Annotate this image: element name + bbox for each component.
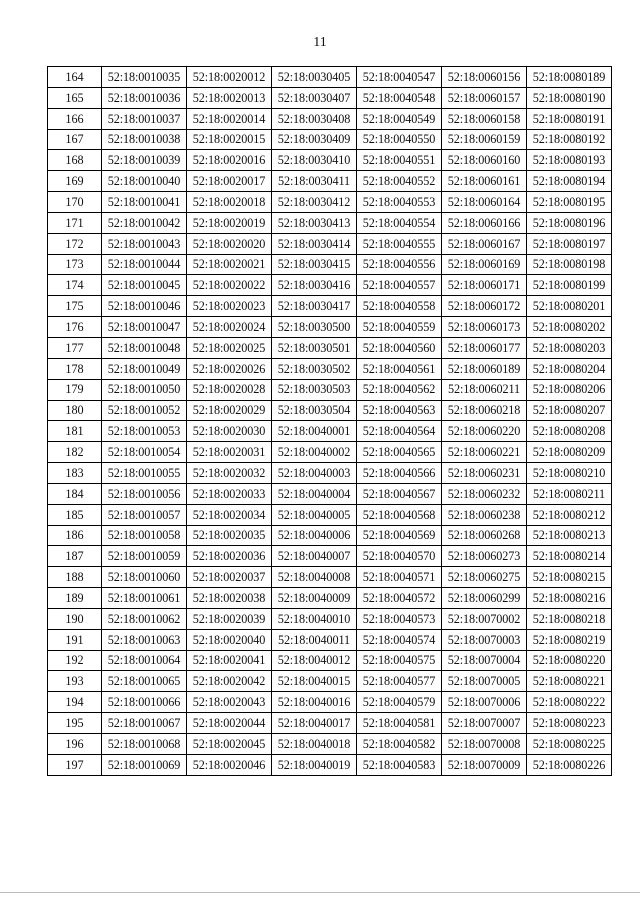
cadastral-number-cell: 52:18:0040565 bbox=[357, 442, 442, 463]
cadastral-number-cell: 52:18:0060299 bbox=[442, 588, 527, 609]
cadastral-number-cell: 52:18:0040555 bbox=[357, 233, 442, 254]
cadastral-number-cell: 52:18:0010056 bbox=[102, 483, 187, 504]
cadastral-number-cell: 52:18:0030411 bbox=[272, 171, 357, 192]
cadastral-number-cell: 52:18:0080216 bbox=[527, 588, 612, 609]
cadastral-number-cell: 52:18:0080202 bbox=[527, 317, 612, 338]
cadastral-number-cell: 52:18:0020016 bbox=[187, 150, 272, 171]
cadastral-number-cell: 52:18:0080219 bbox=[527, 629, 612, 650]
cadastral-number-cell: 52:18:0070002 bbox=[442, 608, 527, 629]
cadastral-number-cell: 52:18:0040001 bbox=[272, 421, 357, 442]
cadastral-number-cell: 52:18:0020037 bbox=[187, 567, 272, 588]
cadastral-number-cell: 52:18:0040569 bbox=[357, 525, 442, 546]
cadastral-number-cell: 52:18:0070007 bbox=[442, 713, 527, 734]
cadastral-number-cell: 52:18:0080206 bbox=[527, 379, 612, 400]
cadastral-number-cell: 52:18:0060211 bbox=[442, 379, 527, 400]
row-number-cell: 174 bbox=[48, 275, 102, 296]
table-row bbox=[48, 296, 612, 317]
cadastral-number-cell: 52:18:0030405 bbox=[272, 67, 357, 88]
row-number-cell: 184 bbox=[48, 483, 102, 504]
cadastral-number-cell: 52:18:0040563 bbox=[357, 400, 442, 421]
cadastral-number-cell: 52:18:0010044 bbox=[102, 254, 187, 275]
cadastral-number-cell: 52:18:0030504 bbox=[272, 400, 357, 421]
cadastral-number-cell: 52:18:0010055 bbox=[102, 463, 187, 484]
row-number-cell: 166 bbox=[48, 108, 102, 129]
cadastral-number-cell: 52:18:0040007 bbox=[272, 546, 357, 567]
cadastral-number-cell: 52:18:0060156 bbox=[442, 67, 527, 88]
cadastral-number-cell: 52:18:0080212 bbox=[527, 504, 612, 525]
cadastral-number-cell: 52:18:0040009 bbox=[272, 588, 357, 609]
cadastral-number-cell: 52:18:0020023 bbox=[187, 296, 272, 317]
cadastral-table-container bbox=[47, 66, 605, 776]
cadastral-number-cell: 52:18:0020033 bbox=[187, 483, 272, 504]
table-row bbox=[48, 525, 612, 546]
cadastral-number-cell: 52:18:0080190 bbox=[527, 87, 612, 108]
cadastral-number-cell: 52:18:0040559 bbox=[357, 317, 442, 338]
cadastral-number-cell: 52:18:0040567 bbox=[357, 483, 442, 504]
cadastral-number-cell: 52:18:0080198 bbox=[527, 254, 612, 275]
table-row bbox=[48, 212, 612, 233]
cadastral-number-cell: 52:18:0080199 bbox=[527, 275, 612, 296]
cadastral-number-cell: 52:18:0040005 bbox=[272, 504, 357, 525]
table-row bbox=[48, 192, 612, 213]
cadastral-number-cell: 52:18:0040017 bbox=[272, 713, 357, 734]
cadastral-number-cell: 52:18:0080221 bbox=[527, 671, 612, 692]
cadastral-number-cell: 52:18:0040554 bbox=[357, 212, 442, 233]
cadastral-number-cell: 52:18:0040003 bbox=[272, 463, 357, 484]
cadastral-number-cell: 52:18:0080189 bbox=[527, 67, 612, 88]
cadastral-number-cell: 52:18:0060169 bbox=[442, 254, 527, 275]
cadastral-number-cell: 52:18:0080211 bbox=[527, 483, 612, 504]
cadastral-number-cell: 52:18:0060238 bbox=[442, 504, 527, 525]
table-row bbox=[48, 358, 612, 379]
cadastral-number-cell: 52:18:0080213 bbox=[527, 525, 612, 546]
table-row bbox=[48, 650, 612, 671]
row-number-cell: 187 bbox=[48, 546, 102, 567]
cadastral-number-cell: 52:18:0040572 bbox=[357, 588, 442, 609]
cadastral-number-cell: 52:18:0040571 bbox=[357, 567, 442, 588]
table-row bbox=[48, 400, 612, 421]
cadastral-number-cell: 52:18:0040582 bbox=[357, 734, 442, 755]
cadastral-number-cell: 52:18:0020044 bbox=[187, 713, 272, 734]
cadastral-number-cell: 52:18:0010059 bbox=[102, 546, 187, 567]
table-row bbox=[48, 608, 612, 629]
table-row bbox=[48, 588, 612, 609]
cadastral-number-cell: 52:18:0040564 bbox=[357, 421, 442, 442]
cadastral-number-cell: 52:18:0060232 bbox=[442, 483, 527, 504]
cadastral-number-cell: 52:18:0030413 bbox=[272, 212, 357, 233]
table-row bbox=[48, 734, 612, 755]
cadastral-number-cell: 52:18:0020046 bbox=[187, 754, 272, 775]
cadastral-number-cell: 52:18:0010064 bbox=[102, 650, 187, 671]
cadastral-number-cell: 52:18:0020018 bbox=[187, 192, 272, 213]
row-number-cell: 185 bbox=[48, 504, 102, 525]
cadastral-number-cell: 52:18:0040015 bbox=[272, 671, 357, 692]
cadastral-number-cell: 52:18:0060160 bbox=[442, 150, 527, 171]
cadastral-number-cell: 52:18:0040008 bbox=[272, 567, 357, 588]
cadastral-number-cell: 52:18:0080191 bbox=[527, 108, 612, 129]
cadastral-number-cell: 52:18:0070005 bbox=[442, 671, 527, 692]
table-row bbox=[48, 317, 612, 338]
cadastral-number-cell: 52:18:0070004 bbox=[442, 650, 527, 671]
row-number-cell: 170 bbox=[48, 192, 102, 213]
cadastral-number-cell: 52:18:0060164 bbox=[442, 192, 527, 213]
row-number-cell: 194 bbox=[48, 692, 102, 713]
cadastral-number-cell: 52:18:0060268 bbox=[442, 525, 527, 546]
cadastral-number-cell: 52:18:0030410 bbox=[272, 150, 357, 171]
cadastral-number-cell: 52:18:0080208 bbox=[527, 421, 612, 442]
row-number-cell: 192 bbox=[48, 650, 102, 671]
cadastral-number-cell: 52:18:0080220 bbox=[527, 650, 612, 671]
cadastral-number-cell: 52:18:0080226 bbox=[527, 754, 612, 775]
cadastral-number-cell: 52:18:0020030 bbox=[187, 421, 272, 442]
cadastral-number-cell: 52:18:0030500 bbox=[272, 317, 357, 338]
cadastral-number-cell: 52:18:0040016 bbox=[272, 692, 357, 713]
cadastral-number-cell: 52:18:0030501 bbox=[272, 337, 357, 358]
cadastral-number-cell: 52:18:0060171 bbox=[442, 275, 527, 296]
cadastral-number-cell: 52:18:0010066 bbox=[102, 692, 187, 713]
cadastral-number-cell: 52:18:0080197 bbox=[527, 233, 612, 254]
row-number-cell: 167 bbox=[48, 129, 102, 150]
table-row bbox=[48, 150, 612, 171]
cadastral-number-cell: 52:18:0030414 bbox=[272, 233, 357, 254]
page-bottom-divider bbox=[0, 892, 640, 893]
row-number-cell: 190 bbox=[48, 608, 102, 629]
table-row bbox=[48, 67, 612, 88]
table-row bbox=[48, 754, 612, 775]
cadastral-number-cell: 52:18:0020041 bbox=[187, 650, 272, 671]
row-number-cell: 175 bbox=[48, 296, 102, 317]
cadastral-number-cell: 52:18:0070006 bbox=[442, 692, 527, 713]
cadastral-number-cell: 52:18:0040579 bbox=[357, 692, 442, 713]
cadastral-number-cell: 52:18:0040553 bbox=[357, 192, 442, 213]
cadastral-number-cell: 52:18:0020022 bbox=[187, 275, 272, 296]
cadastral-number-cell: 52:18:0060161 bbox=[442, 171, 527, 192]
cadastral-number-cell: 52:18:0020035 bbox=[187, 525, 272, 546]
cadastral-number-cell: 52:18:0040575 bbox=[357, 650, 442, 671]
row-number-cell: 191 bbox=[48, 629, 102, 650]
cadastral-number-cell: 52:18:0010063 bbox=[102, 629, 187, 650]
row-number-cell: 172 bbox=[48, 233, 102, 254]
table-row bbox=[48, 692, 612, 713]
cadastral-number-cell: 52:18:0040577 bbox=[357, 671, 442, 692]
table-row bbox=[48, 233, 612, 254]
cadastral-number-cell: 52:18:0010060 bbox=[102, 567, 187, 588]
cadastral-number-cell: 52:18:0010054 bbox=[102, 442, 187, 463]
cadastral-number-cell: 52:18:0010052 bbox=[102, 400, 187, 421]
cadastral-number-cell: 52:18:0010057 bbox=[102, 504, 187, 525]
cadastral-number-cell: 52:18:0080225 bbox=[527, 734, 612, 755]
cadastral-number-cell: 52:18:0060221 bbox=[442, 442, 527, 463]
row-number-cell: 165 bbox=[48, 87, 102, 108]
table-row bbox=[48, 129, 612, 150]
row-number-cell: 169 bbox=[48, 171, 102, 192]
cadastral-number-cell: 52:18:0030412 bbox=[272, 192, 357, 213]
row-number-cell: 186 bbox=[48, 525, 102, 546]
cadastral-number-cell: 52:18:0040556 bbox=[357, 254, 442, 275]
cadastral-number-cell: 52:18:0080194 bbox=[527, 171, 612, 192]
cadastral-number-cell: 52:18:0010069 bbox=[102, 754, 187, 775]
cadastral-number-cell: 52:18:0040557 bbox=[357, 275, 442, 296]
row-number-cell: 183 bbox=[48, 463, 102, 484]
cadastral-number-cell: 52:18:0080193 bbox=[527, 150, 612, 171]
cadastral-number-cell: 52:18:0020036 bbox=[187, 546, 272, 567]
cadastral-number-cell: 52:18:0040581 bbox=[357, 713, 442, 734]
cadastral-number-cell: 52:18:0020024 bbox=[187, 317, 272, 338]
cadastral-number-cell: 52:18:0020034 bbox=[187, 504, 272, 525]
table-row bbox=[48, 171, 612, 192]
cadastral-number-cell: 52:18:0080209 bbox=[527, 442, 612, 463]
cadastral-number-cell: 52:18:0040574 bbox=[357, 629, 442, 650]
cadastral-number-cell: 52:18:0040552 bbox=[357, 171, 442, 192]
table-row bbox=[48, 671, 612, 692]
cadastral-number-cell: 52:18:0020043 bbox=[187, 692, 272, 713]
cadastral-number-cell: 52:18:0010046 bbox=[102, 296, 187, 317]
cadastral-number-cell: 52:18:0010036 bbox=[102, 87, 187, 108]
cadastral-number-cell: 52:18:0010045 bbox=[102, 275, 187, 296]
page-number: 11 bbox=[313, 35, 327, 50]
cadastral-number-cell: 52:18:0080207 bbox=[527, 400, 612, 421]
cadastral-number-cell: 52:18:0020020 bbox=[187, 233, 272, 254]
cadastral-number-cell: 52:18:0040012 bbox=[272, 650, 357, 671]
cadastral-number-cell: 52:18:0040547 bbox=[357, 67, 442, 88]
table-row bbox=[48, 254, 612, 275]
cadastral-number-cell: 52:18:0010047 bbox=[102, 317, 187, 338]
row-number-cell: 193 bbox=[48, 671, 102, 692]
cadastral-number-cell: 52:18:0080214 bbox=[527, 546, 612, 567]
cadastral-number-cell: 52:18:0010067 bbox=[102, 713, 187, 734]
cadastral-number-cell: 52:18:0020017 bbox=[187, 171, 272, 192]
cadastral-number-cell: 52:18:0040551 bbox=[357, 150, 442, 171]
cadastral-number-cell: 52:18:0060157 bbox=[442, 87, 527, 108]
table-row bbox=[48, 713, 612, 734]
row-number-cell: 196 bbox=[48, 734, 102, 755]
row-number-cell: 189 bbox=[48, 588, 102, 609]
table-row bbox=[48, 463, 612, 484]
cadastral-number-cell: 52:18:0010058 bbox=[102, 525, 187, 546]
cadastral-number-cell: 52:18:0010053 bbox=[102, 421, 187, 442]
cadastral-number-cell: 52:18:0060166 bbox=[442, 212, 527, 233]
row-number-cell: 182 bbox=[48, 442, 102, 463]
row-number-cell: 164 bbox=[48, 67, 102, 88]
cadastral-number-cell: 52:18:0020026 bbox=[187, 358, 272, 379]
row-number-cell: 188 bbox=[48, 567, 102, 588]
cadastral-number-cell: 52:18:0020042 bbox=[187, 671, 272, 692]
cadastral-number-cell: 52:18:0040561 bbox=[357, 358, 442, 379]
cadastral-number-cell: 52:18:0060273 bbox=[442, 546, 527, 567]
cadastral-number-cell: 52:18:0080210 bbox=[527, 463, 612, 484]
table-row bbox=[48, 108, 612, 129]
cadastral-number-cell: 52:18:0080218 bbox=[527, 608, 612, 629]
row-number-cell: 180 bbox=[48, 400, 102, 421]
cadastral-number-cell: 52:18:0020029 bbox=[187, 400, 272, 421]
cadastral-number-cell: 52:18:0020019 bbox=[187, 212, 272, 233]
table-row bbox=[48, 87, 612, 108]
cadastral-number-cell: 52:18:0040583 bbox=[357, 754, 442, 775]
cadastral-number-cell: 52:18:0010062 bbox=[102, 608, 187, 629]
cadastral-number-cell: 52:18:0080215 bbox=[527, 567, 612, 588]
cadastral-number-cell: 52:18:0010040 bbox=[102, 171, 187, 192]
cadastral-number-cell: 52:18:0060167 bbox=[442, 233, 527, 254]
cadastral-number-cell: 52:18:0020028 bbox=[187, 379, 272, 400]
cadastral-number-cell: 52:18:0040566 bbox=[357, 463, 442, 484]
row-number-cell: 177 bbox=[48, 337, 102, 358]
table-row bbox=[48, 442, 612, 463]
cadastral-number-cell: 52:18:0010037 bbox=[102, 108, 187, 129]
cadastral-number-cell: 52:18:0040548 bbox=[357, 87, 442, 108]
cadastral-number-cell: 52:18:0070008 bbox=[442, 734, 527, 755]
cadastral-number-cell: 52:18:0010048 bbox=[102, 337, 187, 358]
cadastral-number-cell: 52:18:0030502 bbox=[272, 358, 357, 379]
cadastral-number-cell: 52:18:0020045 bbox=[187, 734, 272, 755]
cadastral-number-cell: 52:18:0060173 bbox=[442, 317, 527, 338]
cadastral-number-cell: 52:18:0040562 bbox=[357, 379, 442, 400]
cadastral-number-cell: 52:18:0060177 bbox=[442, 337, 527, 358]
cadastral-number-cell: 52:18:0020038 bbox=[187, 588, 272, 609]
cadastral-number-cell: 52:18:0060231 bbox=[442, 463, 527, 484]
cadastral-number-cell: 52:18:0020039 bbox=[187, 608, 272, 629]
cadastral-number-cell: 52:18:0020025 bbox=[187, 337, 272, 358]
cadastral-number-cell: 52:18:0080204 bbox=[527, 358, 612, 379]
cadastral-number-cell: 52:18:0080195 bbox=[527, 192, 612, 213]
row-number-cell: 173 bbox=[48, 254, 102, 275]
cadastral-number-cell: 52:18:0010041 bbox=[102, 192, 187, 213]
cadastral-number-cell: 52:18:0020032 bbox=[187, 463, 272, 484]
row-number-cell: 197 bbox=[48, 754, 102, 775]
cadastral-number-cell: 52:18:0020012 bbox=[187, 67, 272, 88]
table-row bbox=[48, 629, 612, 650]
cadastral-number-cell: 52:18:0020013 bbox=[187, 87, 272, 108]
cadastral-number-cell: 52:18:0060218 bbox=[442, 400, 527, 421]
table-row bbox=[48, 546, 612, 567]
cadastral-number-cell: 52:18:0040018 bbox=[272, 734, 357, 755]
cadastral-number-cell: 52:18:0010061 bbox=[102, 588, 187, 609]
cadastral-number-cell: 52:18:0060189 bbox=[442, 358, 527, 379]
cadastral-number-cell: 52:18:0030408 bbox=[272, 108, 357, 129]
row-number-cell: 171 bbox=[48, 212, 102, 233]
cadastral-number-cell: 52:18:0020040 bbox=[187, 629, 272, 650]
cadastral-number-cell: 52:18:0040019 bbox=[272, 754, 357, 775]
cadastral-number-cell: 52:18:0040573 bbox=[357, 608, 442, 629]
cadastral-number-cell: 52:18:0040558 bbox=[357, 296, 442, 317]
cadastral-number-cell: 52:18:0040549 bbox=[357, 108, 442, 129]
cadastral-number-cell: 52:18:0080223 bbox=[527, 713, 612, 734]
cadastral-number-cell: 52:18:0060275 bbox=[442, 567, 527, 588]
cadastral-number-cell: 52:18:0060220 bbox=[442, 421, 527, 442]
cadastral-number-cell: 52:18:0080192 bbox=[527, 129, 612, 150]
cadastral-number-cell: 52:18:0040560 bbox=[357, 337, 442, 358]
cadastral-number-cell: 52:18:0020015 bbox=[187, 129, 272, 150]
cadastral-number-cell: 52:18:0010042 bbox=[102, 212, 187, 233]
table-body bbox=[48, 67, 612, 776]
cadastral-number-cell: 52:18:0010068 bbox=[102, 734, 187, 755]
cadastral-number-cell: 52:18:0020014 bbox=[187, 108, 272, 129]
cadastral-number-cell: 52:18:0030409 bbox=[272, 129, 357, 150]
cadastral-number-cell: 52:18:0080203 bbox=[527, 337, 612, 358]
cadastral-number-cell: 52:18:0010043 bbox=[102, 233, 187, 254]
table-row bbox=[48, 567, 612, 588]
cadastral-number-cell: 52:18:0010050 bbox=[102, 379, 187, 400]
row-number-cell: 181 bbox=[48, 421, 102, 442]
cadastral-number-cell: 52:18:0030415 bbox=[272, 254, 357, 275]
row-number-cell: 179 bbox=[48, 379, 102, 400]
cadastral-number-cell: 52:18:0060172 bbox=[442, 296, 527, 317]
cadastral-number-cell: 52:18:0040570 bbox=[357, 546, 442, 567]
table-row bbox=[48, 504, 612, 525]
cadastral-number-cell: 52:18:0080201 bbox=[527, 296, 612, 317]
cadastral-number-cell: 52:18:0020031 bbox=[187, 442, 272, 463]
cadastral-number-cell: 52:18:0060159 bbox=[442, 129, 527, 150]
row-number-cell: 195 bbox=[48, 713, 102, 734]
cadastral-number-cell: 52:18:0040002 bbox=[272, 442, 357, 463]
row-number-cell: 178 bbox=[48, 358, 102, 379]
cadastral-number-cell: 52:18:0030417 bbox=[272, 296, 357, 317]
cadastral-number-cell: 52:18:0040568 bbox=[357, 504, 442, 525]
cadastral-number-cell: 52:18:0010065 bbox=[102, 671, 187, 692]
cadastral-number-cell: 52:18:0010039 bbox=[102, 150, 187, 171]
cadastral-number-cell: 52:18:0080196 bbox=[527, 212, 612, 233]
row-number-cell: 176 bbox=[48, 317, 102, 338]
cadastral-number-cell: 52:18:0010035 bbox=[102, 67, 187, 88]
cadastral-number-cell: 52:18:0080222 bbox=[527, 692, 612, 713]
cadastral-number-cell: 52:18:0040004 bbox=[272, 483, 357, 504]
cadastral-number-cell: 52:18:0040011 bbox=[272, 629, 357, 650]
cadastral-number-cell: 52:18:0040006 bbox=[272, 525, 357, 546]
cadastral-number-cell: 52:18:0030407 bbox=[272, 87, 357, 108]
cadastral-number-cell: 52:18:0040010 bbox=[272, 608, 357, 629]
cadastral-number-cell: 52:18:0070003 bbox=[442, 629, 527, 650]
table-row bbox=[48, 337, 612, 358]
table-row bbox=[48, 421, 612, 442]
cadastral-table bbox=[47, 66, 612, 776]
cadastral-number-cell: 52:18:0060158 bbox=[442, 108, 527, 129]
cadastral-number-cell: 52:18:0010049 bbox=[102, 358, 187, 379]
row-number-cell: 168 bbox=[48, 150, 102, 171]
table-row bbox=[48, 275, 612, 296]
cadastral-number-cell: 52:18:0030416 bbox=[272, 275, 357, 296]
cadastral-number-cell: 52:18:0030503 bbox=[272, 379, 357, 400]
cadastral-number-cell: 52:18:0010038 bbox=[102, 129, 187, 150]
cadastral-number-cell: 52:18:0040550 bbox=[357, 129, 442, 150]
cadastral-number-cell: 52:18:0070009 bbox=[442, 754, 527, 775]
table-row bbox=[48, 483, 612, 504]
cadastral-number-cell: 52:18:0020021 bbox=[187, 254, 272, 275]
table-row bbox=[48, 379, 612, 400]
